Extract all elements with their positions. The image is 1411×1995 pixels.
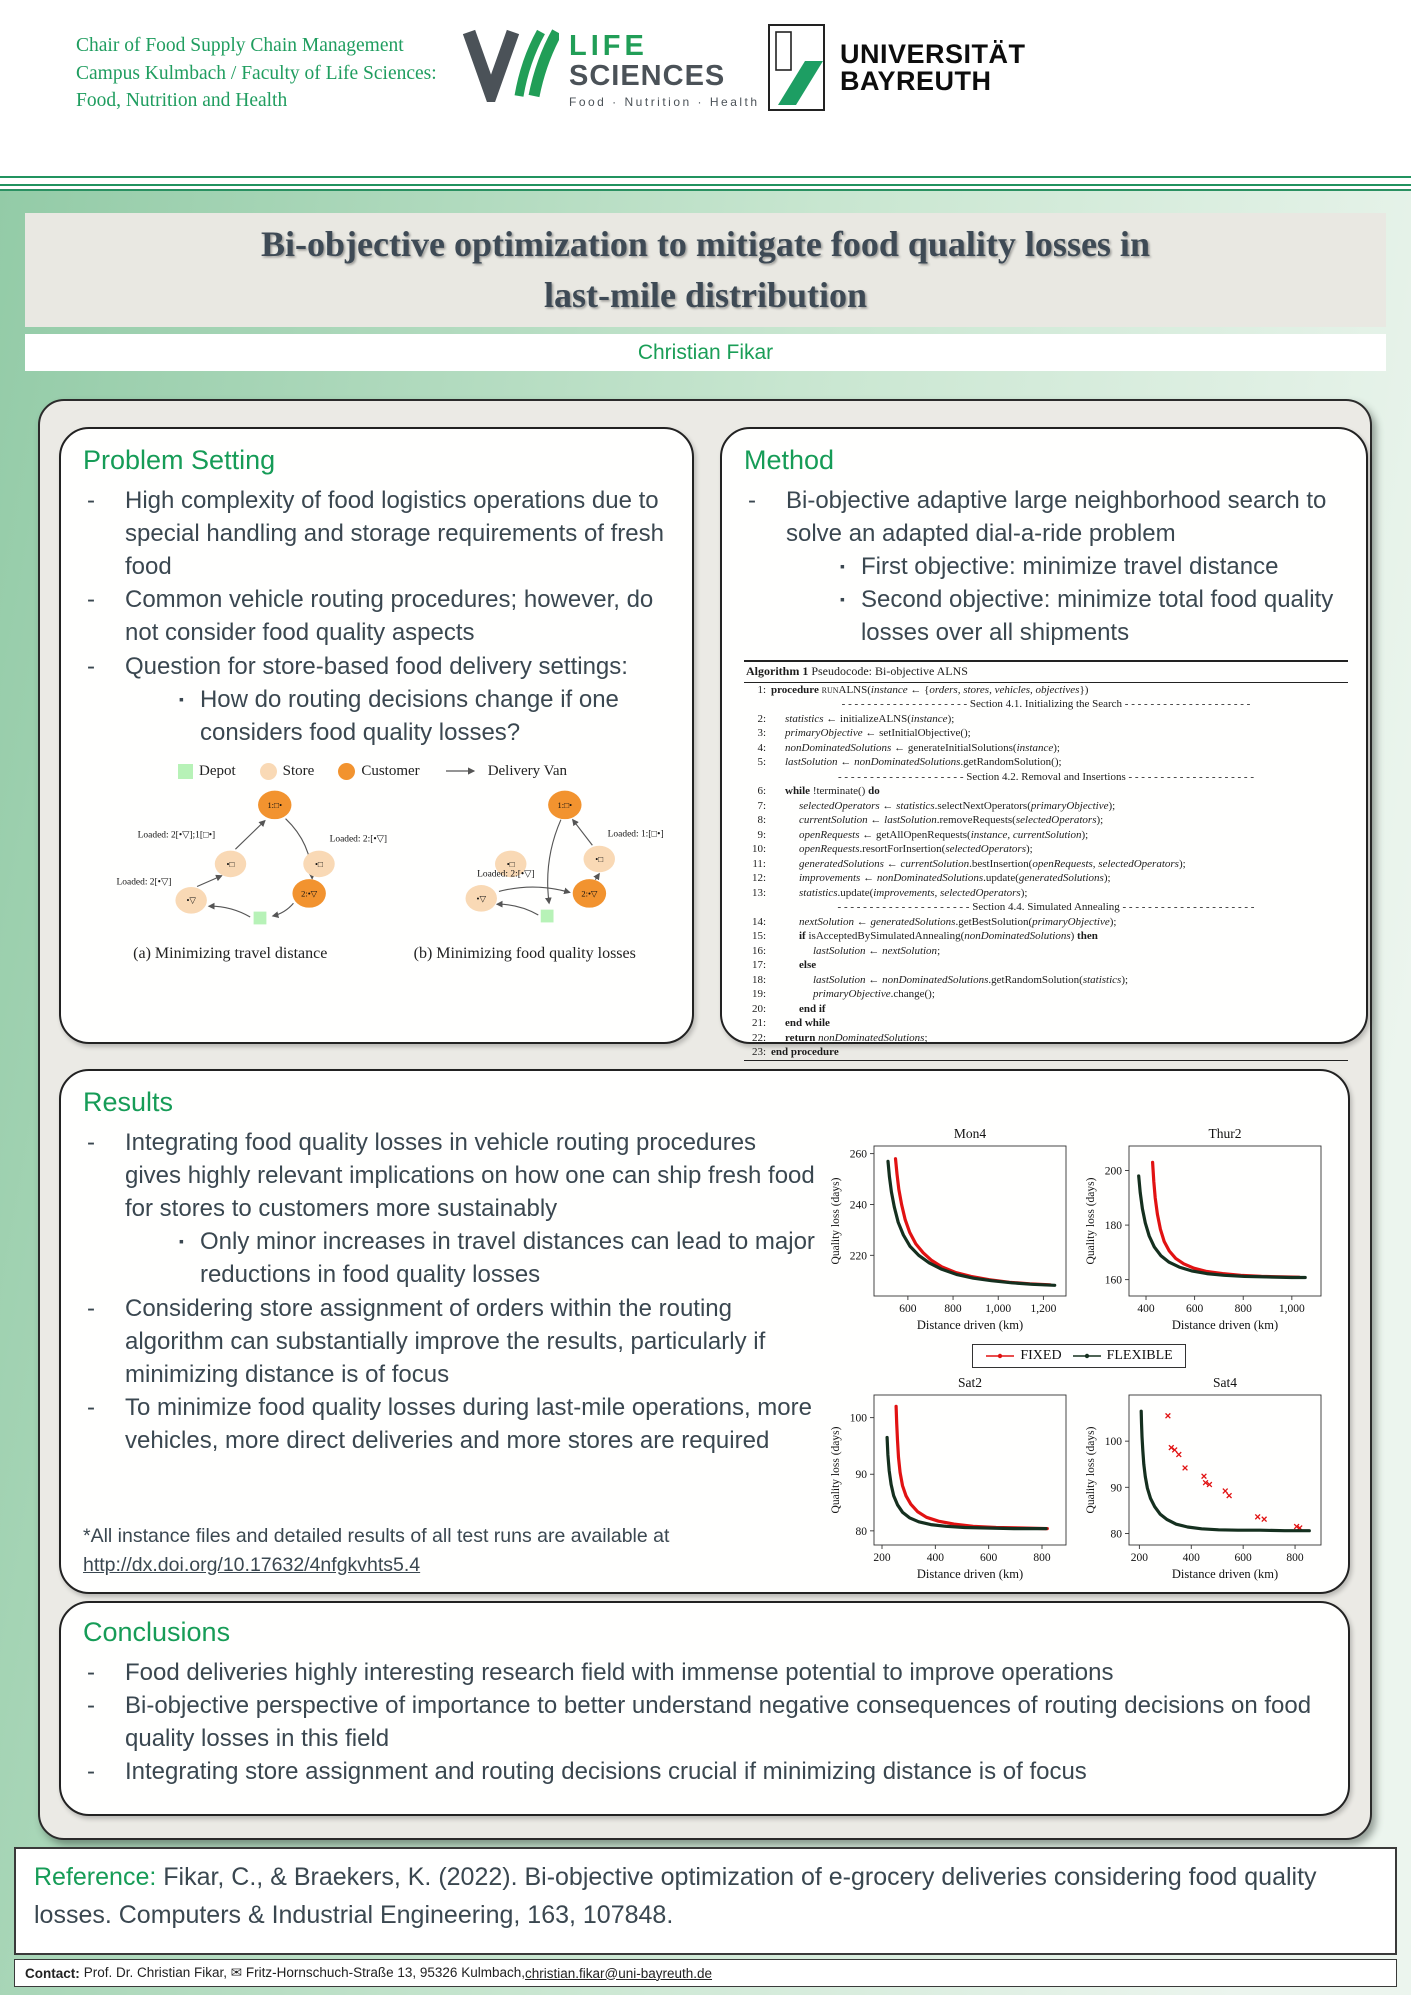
sub-bullet-item: ▪ First objective: minimize travel distance <box>840 553 1279 581</box>
route-arrow <box>497 904 538 915</box>
bullet-item: - High complexity of food logistics operations due to special handling and storage requirements of fresh food <box>87 487 664 581</box>
affiliation-text <box>76 32 437 115</box>
svg-text:400: 400 <box>926 1552 944 1564</box>
svg-text:1,200: 1,200 <box>1030 1303 1057 1315</box>
algorithm-number: Algorithm 1 <box>746 663 809 678</box>
chart-legend-entry <box>985 1348 1061 1364</box>
algorithm-line: 5: lastSolution ← nonDominatedSolutions.getRandomSolution(); <box>757 756 1062 769</box>
svg-text:•▽: •▽ <box>186 895 196 906</box>
algorithm-line: 9: openRequests ← getAllOpenRequests(instance, currentSolution); <box>757 828 1089 841</box>
route-arrow <box>499 887 570 892</box>
routing-diagram <box>83 780 673 938</box>
algorithm-line: 11: generatedSolutions ← currentSolution.bestInsertion(openRequests, selectedOperators); <box>752 857 1186 870</box>
svg-text:Quality loss (days): Quality loss (days) <box>830 1426 842 1514</box>
node-depot <box>254 911 267 924</box>
contact-email-link[interactable]: christian.fikar@uni-bayreuth.de <box>524 1965 713 1981</box>
legend-label: Delivery Van <box>487 762 567 779</box>
svg-text:1:□•: 1:□• <box>267 799 283 810</box>
algorithm-title: Pseudocode: Bi-objective ALNS <box>808 663 968 678</box>
affiliation-line: Campus Kulmbach / Faculty of Life Sciences: <box>76 62 437 84</box>
svg-text:2:•▽: 2:•▽ <box>301 888 318 899</box>
svg-text:Distance driven (km): Distance driven (km) <box>1171 1567 1279 1581</box>
chart-sat4 <box>1083 1375 1330 1586</box>
svg-text:Quality loss (days): Quality loss (days) <box>830 1177 842 1265</box>
problem-setting-box <box>59 427 694 1044</box>
svg-text:200: 200 <box>873 1552 891 1564</box>
algorithm-line: 19: primaryObjective.change(); <box>751 988 935 1001</box>
chart-sat2 <box>828 1375 1075 1586</box>
chart-legend <box>972 1344 1185 1368</box>
ubt-line2: BAYREUTH <box>840 66 992 96</box>
algorithm-line: 23: end procedure <box>751 1046 839 1059</box>
algorithm-line: 18: lastSolution ← nonDominatedSolutions.getRandomSolution(statistics); <box>751 973 1129 986</box>
chart-mon4 <box>828 1126 1075 1337</box>
contact-label: Contact: <box>25 1965 80 1981</box>
algorithm-line: 14: nextSolution ← generatedSolutions.getBestSolution(primaryObjective); <box>751 915 1117 928</box>
svg-text:•□: •□ <box>226 858 235 869</box>
svg-text:800: 800 <box>1033 1552 1051 1564</box>
svg-text:90: 90 <box>1110 1482 1122 1495</box>
edge-load-label: Loaded: 2:[•▽] <box>477 869 535 880</box>
algorithm-line: 7: selectedOperators ← statistics.selectNextOperators(primaryObjective); <box>757 799 1116 812</box>
method-box <box>720 427 1368 1059</box>
route-arrow <box>209 906 250 917</box>
algorithm-line: 3: primaryObjective ← setInitialObjective(); <box>757 727 971 740</box>
affiliation-line: Food, Nutrition and Health <box>76 90 288 112</box>
life-sciences-logo <box>455 26 760 109</box>
ls-line2: SCIENCES <box>569 60 726 92</box>
route-arrow <box>548 820 561 904</box>
legend-item-van <box>444 763 567 780</box>
series-swatch-icon <box>985 1351 1015 1361</box>
route-arrow <box>197 876 222 887</box>
bullet-item: - Bi-objective perspective of importance to better understand negative consequences of routing decisions on food quality losses in this field <box>87 1692 1312 1753</box>
svg-text:2:•▽: 2:•▽ <box>581 888 598 899</box>
poster-title-line1: Bi-objective optimization to mitigate food quality losses in <box>261 223 1150 264</box>
depot-icon <box>178 764 193 779</box>
bullet-item: - Food deliveries highly interesting research field with immense potential to improve operations <box>87 1659 1114 1686</box>
svg-text:Sat2: Sat2 <box>957 1375 983 1390</box>
algorithm-line: 1: procedure runALNS(instance ← {orders, stores, vehicles, objectives}) <box>757 683 1089 696</box>
method-bullets <box>744 484 1346 650</box>
svg-text:1:□•: 1:□• <box>557 799 573 810</box>
bullet-item: - Considering store assignment of orders within the routing algorithm can substantially improve the results, particularly if minimizing distance is of focus <box>87 1294 766 1388</box>
edge-load-label: Loaded: 2[•▽];1[□•] <box>137 830 216 841</box>
poster-title-line2: last-mile distribution <box>543 275 867 315</box>
bullet-item: - To minimize food quality losses during last-mile operations, more vehicles, more direct deliveries and more stores are required <box>87 1393 812 1454</box>
algorithm-line: 22: return nonDominatedSolutions; <box>751 1031 928 1044</box>
svg-text:Quality loss (days): Quality loss (days) <box>1085 1177 1097 1265</box>
svg-text:Sat4: Sat4 <box>1212 1375 1238 1390</box>
footnote-text: *All instance files and detailed results of all test runs are available at <box>83 1524 670 1547</box>
edge-load-label: Loaded: 2[•▽] <box>116 877 172 888</box>
svg-text:600: 600 <box>899 1303 917 1315</box>
author-name: Christian Fikar <box>637 340 774 364</box>
algorithm-line: 21: end while <box>751 1017 830 1030</box>
legend-item-store <box>260 763 315 780</box>
svg-text:240: 240 <box>849 1199 867 1212</box>
sub-bullet-item: ▪ How do routing decisions change if one considers food quality losses? <box>179 685 619 746</box>
svg-text:•□: •□ <box>506 858 515 869</box>
method-heading: Method <box>744 445 835 475</box>
edge-load-label: Loaded: 1:[□•] <box>607 829 664 840</box>
results-charts <box>828 1126 1330 1586</box>
algorithm-header <box>744 662 1348 683</box>
algorithm-line: 13: statistics.update(improvements, selectedOperators); <box>751 886 1028 899</box>
svg-text:Quality loss (days): Quality loss (days) <box>1085 1426 1097 1514</box>
main-panel <box>38 399 1372 1840</box>
bullet-item: - Integrating store assignment and routing decisions crucial if minimizing distance is of focus <box>87 1758 1087 1786</box>
route-arrow <box>573 820 593 846</box>
svg-text:400: 400 <box>1182 1552 1200 1564</box>
figure-caption-a: (a) Minimizing travel distance <box>133 944 328 962</box>
chart-thur2 <box>1083 1126 1330 1337</box>
svg-text:800: 800 <box>1286 1552 1304 1564</box>
life-sciences-wordmark <box>569 32 760 109</box>
algorithm-line: 15: if isAcceptedBySimulatedAnnealing(nonDominatedSolutions) then <box>751 930 1098 943</box>
figure-caption-b: (b) Minimizing food quality losses <box>413 944 636 962</box>
algorithm-line: 12: improvements ← nonDominatedSolutions.update(generatedSolutions); <box>751 872 1111 885</box>
svg-text:•▽: •▽ <box>476 893 486 904</box>
reference-label: Reference: <box>34 1863 157 1891</box>
results-heading: Results <box>83 1087 174 1117</box>
footnote-link[interactable]: http://dx.doi.org/10.17632/4nfgkvhts5.4 <box>83 1553 421 1576</box>
route-arrow <box>235 821 265 850</box>
chart-legend-entry <box>1072 1348 1173 1364</box>
svg-text:90: 90 <box>855 1469 867 1482</box>
algorithm-line: 6: while !terminate() do <box>757 785 880 798</box>
ls-tagline: Food · Nutrition · Health <box>569 95 760 110</box>
title-banner <box>25 213 1386 327</box>
algorithm-line: 20: end if <box>751 1002 826 1015</box>
affiliation-line: Chair of Food Supply Chain Management <box>76 35 404 56</box>
algorithm-section-separator: - - - - - - - - - - - - - - - - - - - - Section 4.2. Removal and Insertions - - - - - - - - - - - - - - - - - - - - <box>838 770 1254 783</box>
figure-captions <box>83 945 672 963</box>
conclusions-heading: Conclusions <box>83 1617 231 1647</box>
author-bar <box>25 334 1386 371</box>
bullet-item: - Question for store-based food delivery settings: <box>87 652 628 680</box>
chart-plot-Thur2 <box>1083 1126 1330 1332</box>
svg-text:200: 200 <box>1104 1165 1122 1178</box>
algorithm-line: 16: lastSolution ← nextSolution; <box>751 944 941 957</box>
ubt-line1: UNIVERSITÄT <box>840 39 1026 69</box>
chart-plot-Mon4 <box>828 1126 1075 1332</box>
route-arrow <box>595 874 599 880</box>
svg-text:80: 80 <box>855 1525 867 1538</box>
svg-text:Mon4: Mon4 <box>953 1126 987 1141</box>
sub-bullet-item: ▪ Second objective: minimize total food quality losses over all shipments <box>840 586 1334 647</box>
series-swatch-icon <box>1072 1351 1102 1361</box>
svg-text:600: 600 <box>1185 1303 1204 1315</box>
contact-text: Prof. Dr. Christian Fikar, ✉ Fritz-Hornschuch-Straße 13, 95326 Kulmbach, <box>83 1965 525 1980</box>
svg-text:600: 600 <box>980 1552 998 1564</box>
university-bayreuth-logo <box>768 24 1026 112</box>
algorithm-line: 4: nonDominatedSolutions ← generateInitialSolutions(instance); <box>757 741 1060 754</box>
bullet-item: - Bi-objective adaptive large neighborhood search to solve an adapted dial-a-ride problem <box>748 487 1327 548</box>
legend-item-customer <box>338 763 419 780</box>
svg-text:•□: •□ <box>595 853 604 864</box>
sub-bullet-item: ▪ Only minor increases in travel distances can lead to major reductions in food quality losses <box>179 1228 815 1289</box>
algorithm-section-separator: - - - - - - - - - - - - - - - - - - - - Section 4.1. Initializing the Search - - - - - - - - - - - - - - - - - - - - <box>841 698 1251 711</box>
university-bayreuth-wordmark <box>840 41 1026 95</box>
algorithm-line: 2: statistics ← initializeALNS(instance); <box>757 712 955 725</box>
header <box>0 0 1411 175</box>
problem-bullets <box>83 484 672 749</box>
chart-plot-Sat4 <box>1083 1375 1330 1581</box>
delivery-van-arrow-icon <box>444 765 482 777</box>
poster-body-band <box>0 189 1411 1995</box>
svg-text:80: 80 <box>1110 1528 1122 1541</box>
results-text-column <box>83 1126 818 1586</box>
svg-text:Distance driven (km): Distance driven (km) <box>916 1567 1024 1581</box>
contact-bar <box>14 1959 1397 1987</box>
legend-item-depot <box>178 763 236 780</box>
routing-figure <box>83 763 672 963</box>
algorithm-line: 17: else <box>751 959 817 972</box>
svg-text:100: 100 <box>849 1412 867 1425</box>
svg-text:180: 180 <box>1104 1220 1122 1233</box>
ls-line1: LIFE <box>569 30 648 62</box>
results-footnote <box>83 1522 818 1587</box>
legend-label: Customer <box>361 762 420 779</box>
algorithm-section-separator: - - - - - - - - - - - - - - - - - - - - - Section 4.4. Simulated Annealing - - - - - - - - - - - - - - - - - - - - - <box>837 901 1255 914</box>
store-icon <box>260 763 277 780</box>
svg-text:800: 800 <box>1234 1303 1252 1315</box>
results-box <box>59 1069 1350 1594</box>
svg-text:160: 160 <box>1104 1274 1122 1287</box>
svg-text:260: 260 <box>849 1148 867 1161</box>
conclusions-bullets <box>83 1656 1328 1788</box>
problem-heading: Problem Setting <box>83 445 276 475</box>
svg-text:1,000: 1,000 <box>985 1303 1012 1315</box>
svg-text:•□: •□ <box>314 858 324 869</box>
series-label: FIXED <box>1020 1348 1062 1363</box>
reference-text: Fikar, C., & Braekers, K. (2022). Bi-objective optimization of e-grocery deliveries considering food quality losses. Computers & Industrial Engineering, 163, 107848. <box>34 1863 1317 1929</box>
svg-text:1,000: 1,000 <box>1278 1303 1305 1315</box>
reference-box <box>14 1847 1397 1955</box>
legend-label: Depot <box>199 762 236 779</box>
bullet-item: - Common vehicle routing procedures; however, do not consider food quality aspects <box>87 586 654 647</box>
svg-text:Distance driven (km): Distance driven (km) <box>916 1318 1024 1332</box>
svg-text:400: 400 <box>1137 1303 1155 1315</box>
university-bayreuth-icon <box>768 24 826 112</box>
conclusions-box <box>59 1601 1350 1816</box>
chart-plot-Sat2 <box>828 1375 1075 1581</box>
edge-load-label: Loaded: 2:[•▽] <box>329 834 388 845</box>
results-bullets <box>83 1126 818 1457</box>
header-divider <box>0 176 1411 186</box>
svg-text:100: 100 <box>1104 1436 1122 1449</box>
svg-text:Thur2: Thur2 <box>1208 1126 1242 1141</box>
svg-text:800: 800 <box>944 1303 962 1315</box>
algorithm-line: 10: openRequests.resortForInsertion(selectedOperators); <box>751 843 1033 856</box>
svg-text:200: 200 <box>1130 1552 1149 1564</box>
route-arrow <box>273 903 294 916</box>
node-depot <box>541 910 554 923</box>
svg-text:Distance driven (km): Distance driven (km) <box>1171 1318 1279 1332</box>
svg-text:600: 600 <box>1234 1552 1252 1564</box>
legend-label: Store <box>282 762 315 779</box>
life-sciences-v-icon <box>455 26 559 102</box>
algorithm-line: 8: currentSolution ← lastSolution.removeRequests(selectedOperators); <box>757 814 1104 827</box>
customer-icon <box>338 763 355 780</box>
algorithm-listing <box>744 660 1348 1061</box>
algorithm-body <box>744 683 1348 1060</box>
bullet-item: - Integrating food quality losses in vehicle routing procedures gives highly relevant implications on how one can ship fresh food for stores to customers more sustainably <box>87 1129 815 1223</box>
figure-legend <box>83 763 672 780</box>
series-label: FLEXIBLE <box>1106 1348 1173 1363</box>
svg-text:220: 220 <box>849 1250 867 1263</box>
